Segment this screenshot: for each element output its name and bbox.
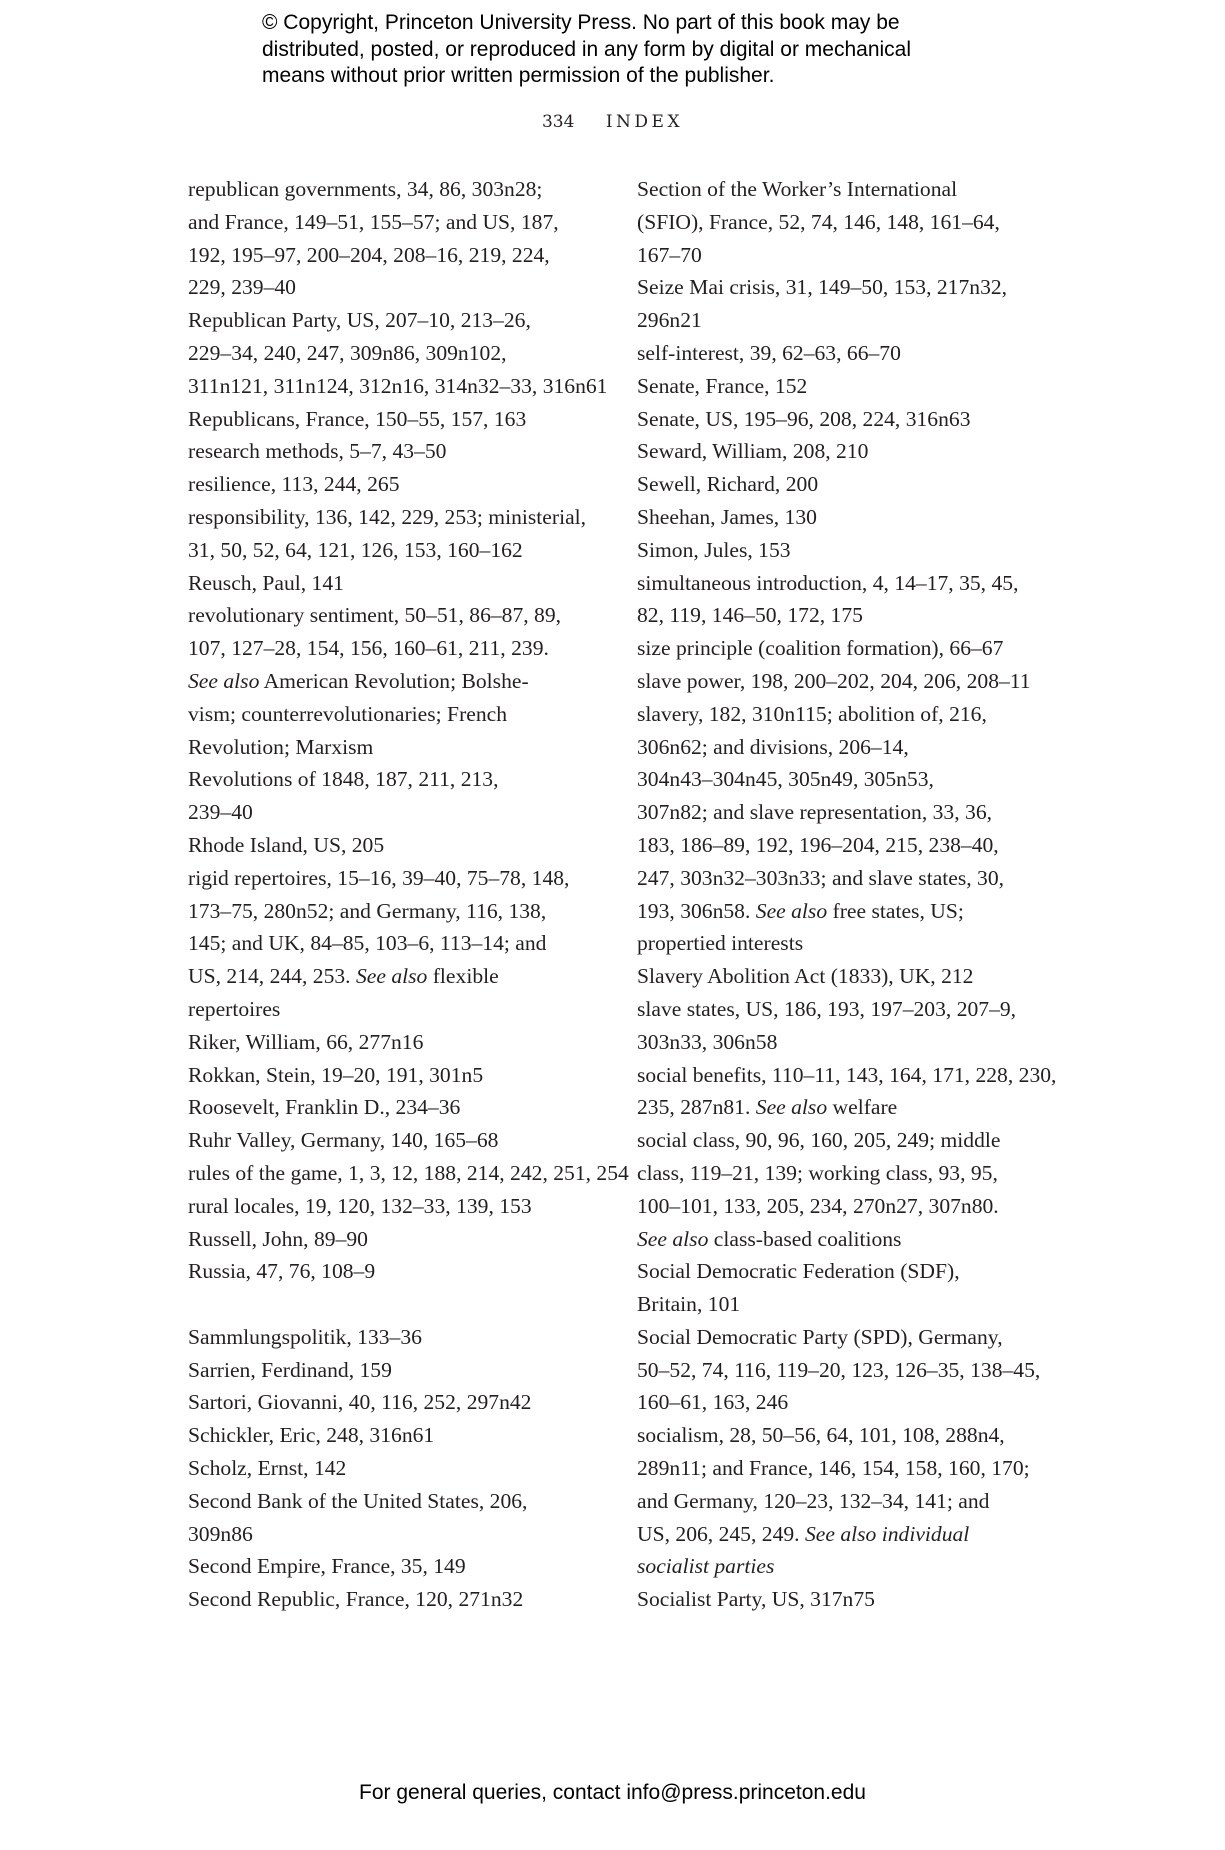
- page-number: 334: [541, 112, 575, 132]
- index-entry-line: Republican Party, US, 207–10, 213–26,: [188, 308, 531, 333]
- index-entry-line: size principle (coalition formation), 66–67: [637, 636, 1004, 661]
- index-entry-line: Second Republic, France, 120, 271n32: [188, 1587, 524, 1612]
- index-entry-line: Social Democratic Federation (SDF),: [637, 1259, 960, 1284]
- index-entry-line: research methods, 5–7, 43–50: [188, 439, 447, 464]
- index-entry-line: slave power, 198, 200–202, 204, 206, 208–11: [637, 668, 1031, 693]
- index-entry-line: Russell, John, 89–90: [188, 1226, 368, 1251]
- index-entry-line: 235, 287n81. See also welfare: [637, 1095, 898, 1120]
- index-entry: [188, 763, 603, 829]
- index-entry-line: 247, 303n32–303n33; and slave states, 30,: [637, 865, 1005, 890]
- index-entry: [637, 1124, 1057, 1255]
- index-entry-line: propertied interests: [637, 931, 804, 956]
- index-entry: [637, 337, 1057, 370]
- index-entry-line: socialist parties: [637, 1554, 775, 1579]
- index-entry: [188, 1124, 603, 1157]
- index-entry-line: slavery, 182, 310n115; abolition of, 216,: [637, 701, 987, 726]
- copyright-line: means without prior written permission of the publisher.: [262, 64, 775, 87]
- index-entry-line: 160–61, 163, 246: [637, 1390, 789, 1415]
- index-entry-line: 82, 119, 146–50, 172, 175: [637, 603, 863, 628]
- index-entry: [637, 960, 1057, 993]
- index-entry-line: Sammlungspolitik, 133–36: [188, 1324, 422, 1349]
- index-entry: [188, 468, 603, 501]
- section-title: INDEX: [605, 112, 684, 132]
- index-entry-line: simultaneous introduction, 4, 14–17, 35, 45,: [637, 570, 1019, 595]
- index-entry-line: rules of the game, 1, 3, 12, 188, 214, 242, 251, 254: [188, 1160, 629, 1185]
- index-entry-line: Sewell, Richard, 200: [637, 472, 819, 497]
- index-entry-line: Ruhr Valley, Germany, 140, 165–68: [188, 1128, 499, 1153]
- index-entry-line: and France, 149–51, 155–57; and US, 187,: [188, 209, 559, 234]
- index-entry-line: Riker, William, 66, 277n16: [188, 1029, 424, 1054]
- index-entry-line: 107, 127–28, 154, 156, 160–61, 211, 239.: [188, 636, 549, 661]
- index-entry-line: rural locales, 19, 120, 132–33, 139, 153: [188, 1193, 532, 1218]
- index-entry: [188, 1255, 603, 1288]
- index-entry-line: 145; and UK, 84–85, 103–6, 113–14; and: [188, 931, 547, 956]
- index-entry: [637, 1059, 1057, 1125]
- index-entry: [637, 501, 1057, 534]
- index-entry: [188, 1157, 629, 1190]
- index-entry: [188, 403, 603, 436]
- index-entry-line: Republicans, France, 150–55, 157, 163: [188, 406, 527, 431]
- index-entry-line: 239–40: [188, 800, 253, 825]
- index-entry: [188, 1091, 603, 1124]
- index-entry: [637, 534, 1057, 567]
- index-entry: [188, 1026, 603, 1059]
- index-entry-line: 192, 195–97, 200–204, 208–16, 219, 224,: [188, 242, 550, 267]
- index-entry-line: 229, 239–40: [188, 275, 296, 300]
- index-entry: [188, 173, 603, 304]
- index-entry: [637, 665, 1057, 698]
- index-entry-line: vism; counterrevolutionaries; French: [188, 701, 508, 726]
- index-entry-line: US, 206, 245, 249. See also individual: [637, 1521, 970, 1546]
- index-entry: [188, 1583, 603, 1616]
- index-entry-line: Senate, US, 195–96, 208, 224, 316n63: [637, 406, 971, 431]
- index-entry: [188, 501, 603, 567]
- index-entry: [188, 862, 603, 1026]
- index-entry: [188, 829, 603, 862]
- index-entry-line: responsibility, 136, 142, 229, 253; ministerial,: [188, 504, 587, 529]
- index-entry: [188, 1550, 603, 1583]
- index-entry: [637, 468, 1057, 501]
- index-entry-line: Slavery Abolition Act (1833), UK, 212: [637, 964, 974, 989]
- index-entry: [188, 1190, 603, 1223]
- index-entry-line: Roosevelt, Franklin D., 234–36: [188, 1095, 461, 1120]
- index-column-right: [637, 173, 1057, 1616]
- index-entry-line: 167–70: [637, 242, 702, 267]
- index-entry-line: 309n86: [188, 1521, 253, 1546]
- index-entry-line: 193, 306n58. See also free states, US;: [637, 898, 964, 923]
- index-entry-line: social benefits, 110–11, 143, 164, 171, 228, 230,: [637, 1062, 1057, 1087]
- index-entry: [188, 1354, 603, 1387]
- index-entry-line: Rhode Island, US, 205: [188, 832, 385, 857]
- index-entry-line: repertoires: [188, 996, 281, 1021]
- index-entry: [188, 1452, 603, 1485]
- index-entry-line: (SFIO), France, 52, 74, 146, 148, 161–64,: [637, 209, 1000, 234]
- index-entry-line: 306n62; and divisions, 206–14,: [637, 734, 909, 759]
- index-entry-line: 311n121, 311n124, 312n16, 314n32–33, 316n61: [188, 373, 608, 398]
- index-entry: [637, 698, 1057, 960]
- index-entry: [188, 1386, 603, 1419]
- index-entry: [188, 304, 608, 402]
- index-entry-line: See also American Revolution; Bolshe-: [188, 668, 529, 693]
- index-entry: [637, 370, 1057, 403]
- index-entry-line: Scholz, Ernst, 142: [188, 1456, 347, 1481]
- index-entry: [637, 435, 1057, 468]
- index-entry: [188, 1419, 603, 1452]
- index-entry: [637, 1255, 1057, 1321]
- index-entry: [188, 435, 603, 468]
- index-entry-line: 31, 50, 52, 64, 121, 126, 153, 160–162: [188, 537, 523, 562]
- index-entry: [188, 1485, 603, 1551]
- index-entry-line: 296n21: [637, 308, 702, 333]
- index-entry-line: rigid repertoires, 15–16, 39–40, 75–78, 148,: [188, 865, 570, 890]
- index-entry: [637, 1583, 1057, 1616]
- index-entry-line: Sarrien, Ferdinand, 159: [188, 1357, 392, 1382]
- index-entry-line: 100–101, 133, 205, 234, 270n27, 307n80.: [637, 1193, 999, 1218]
- index-column-left: [188, 173, 629, 1616]
- index-entry-line: Reusch, Paul, 141: [188, 570, 344, 595]
- index-entry-line: 307n82; and slave representation, 33, 36,: [637, 800, 993, 825]
- index-entry: [188, 1223, 603, 1256]
- index-entry-line: Sheehan, James, 130: [637, 504, 817, 529]
- index-entry: [188, 599, 603, 763]
- index-entry-line: Simon, Jules, 153: [637, 537, 791, 562]
- footer-contact: For general queries, contact info@press.princeton.edu: [359, 1781, 866, 1804]
- index-entry: [637, 1419, 1057, 1583]
- copyright-line: © Copyright, Princeton University Press. No part of this book may be: [262, 11, 900, 34]
- index-entry-line: 50–52, 74, 116, 119–20, 123, 126–35, 138–45,: [637, 1357, 1041, 1382]
- index-entry-line: class, 119–21, 139; working class, 93, 95,: [637, 1160, 998, 1185]
- index-entry-line: Sartori, Giovanni, 40, 116, 252, 297n42: [188, 1390, 532, 1415]
- index-entry-line: republican governments, 34, 86, 303n28;: [188, 177, 543, 201]
- running-head: [0, 112, 1225, 132]
- index-entry-line: self-interest, 39, 62–63, 66–70: [637, 340, 901, 365]
- index-entry: [637, 173, 1057, 271]
- index-entry-line: Schickler, Eric, 248, 316n61: [188, 1423, 435, 1448]
- copyright-notice: [262, 10, 1022, 90]
- index-entry-line: Russia, 47, 76, 108–9: [188, 1259, 376, 1284]
- index-entry-line: and Germany, 120–23, 132–34, 141; and: [637, 1488, 990, 1513]
- index-entry-line: Second Bank of the United States, 206,: [188, 1488, 528, 1513]
- index-entry-line: Second Empire, France, 35, 149: [188, 1554, 466, 1579]
- index-entry-line: Britain, 101: [637, 1292, 741, 1317]
- index-entry: [637, 993, 1057, 1059]
- index-entry: [637, 567, 1057, 633]
- index-entry: [188, 1059, 603, 1092]
- index-entry-line: Section of the Worker’s International: [637, 177, 958, 201]
- index-entry-line: Revolution; Marxism: [188, 734, 374, 759]
- index-entry-line: revolutionary sentiment, 50–51, 86–87, 89,: [188, 603, 562, 628]
- index-entry-line: resilience, 113, 244, 265: [188, 472, 400, 497]
- index-entry: [637, 271, 1057, 337]
- index-entry-line: socialism, 28, 50–56, 64, 101, 108, 288n4,: [637, 1423, 1005, 1448]
- index-entry-line: Senate, France, 152: [637, 373, 808, 398]
- index-entry: [188, 567, 603, 600]
- index-entry-line: Rokkan, Stein, 19–20, 191, 301n5: [188, 1062, 484, 1087]
- index-entry-line: See also class-based coalitions: [637, 1226, 902, 1251]
- index-entry: [188, 1321, 603, 1354]
- index-entry: [637, 1321, 1057, 1419]
- index-entry-line: slave states, US, 186, 193, 197–203, 207–9,: [637, 996, 1017, 1021]
- index-entry: [637, 403, 1057, 436]
- index-entry-line: 289n11; and France, 146, 154, 158, 160, 170;: [637, 1456, 1030, 1481]
- index-entry-line: 183, 186–89, 192, 196–204, 215, 238–40,: [637, 832, 999, 857]
- index-entry-line: Seward, William, 208, 210: [637, 439, 869, 464]
- index-entry-line: 173–75, 280n52; and Germany, 116, 138,: [188, 898, 547, 923]
- index-entry-line: Social Democratic Party (SPD), Germany,: [637, 1324, 1003, 1349]
- index-entry-line: Seize Mai crisis, 31, 149–50, 153, 217n32,: [637, 275, 1008, 300]
- index-entry-line: social class, 90, 96, 160, 205, 249; middle: [637, 1128, 1001, 1153]
- index-entry: [637, 632, 1057, 665]
- copyright-line: distributed, posted, or reproduced in any form by digital or mechanical: [262, 37, 912, 61]
- index-entry-line: US, 214, 244, 253. See also flexible: [188, 964, 499, 989]
- letter-group-gap: [188, 1288, 603, 1321]
- index-entry-line: 304n43–304n45, 305n49, 305n53,: [637, 767, 934, 792]
- index-entry-line: Revolutions of 1848, 187, 211, 213,: [188, 767, 499, 792]
- index-entry-line: 229–34, 240, 247, 309n86, 309n102,: [188, 340, 507, 365]
- index-entry-line: 303n33, 306n58: [637, 1029, 778, 1054]
- index-entry-line: Socialist Party, US, 317n75: [637, 1587, 875, 1612]
